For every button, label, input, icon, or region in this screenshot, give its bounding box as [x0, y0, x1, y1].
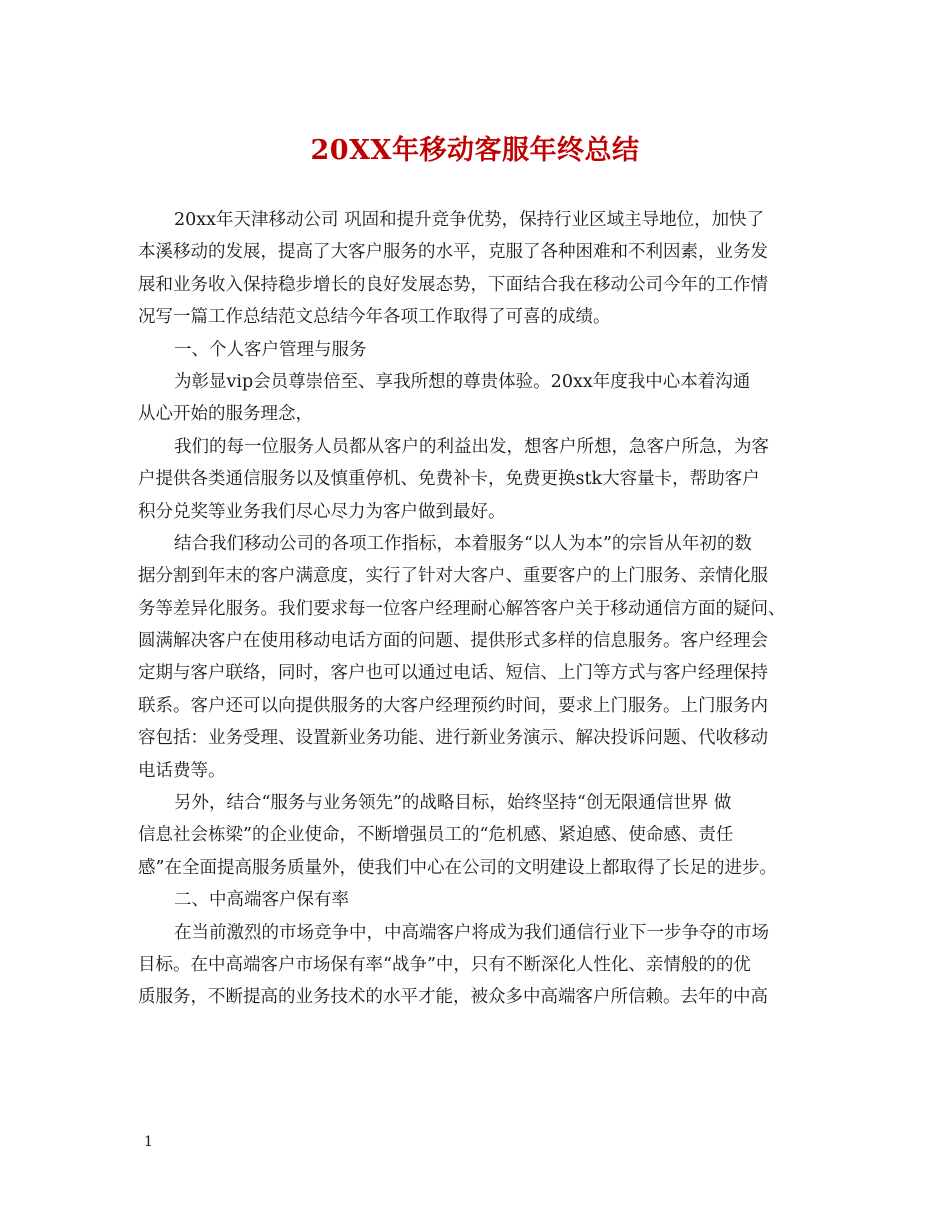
text-line: 本溪移动的发展，提高了大客户服务的水平，克服了各种困难和不利因素，业务发 [138, 242, 768, 263]
text-line: 感”在全面提高服务质量外，使我们中心在公司的文明建设上都取得了长足的进步。 [138, 857, 777, 878]
text-line: 质服务，不断提高的业务技术的水平才能，被众多中高端客户所信赖。去年的中高 [138, 987, 768, 1008]
text-line: 圆满解决客户在使用移动电话方面的问题、提供形式多样的信息服务。客户经理会 [138, 631, 768, 652]
text-line: 积分兑奖等业务我们尽心尽力为客户做到最好。 [138, 501, 506, 522]
document-body [138, 204, 818, 1014]
text-line: 务等差异化服务。我们要求每一位客户经理耐心解答客户关于移动通信方面的疑问、 [138, 598, 786, 619]
text-line: 从心开始的服务理念， [138, 404, 313, 425]
text-line: 另外，结合“服务与业务领先”的战略目标，始终坚持“创无限通信世界 做 [174, 793, 732, 814]
text-line: 一、个人客户管理与服务 [174, 339, 367, 360]
document-title: 20XX年移动客服年终总结 [310, 135, 640, 166]
text-line: 二、中高端客户保有率 [174, 890, 349, 911]
text-line: 为彰显vip会员尊崇倍至、享我所想的尊贵体验。20xx年度我中心本着沟通 [174, 371, 751, 392]
text-line: 展和业务收入保持稳步增长的良好发展态势，下面结合我在移动公司今年的工作情 [138, 274, 768, 295]
text-line: 信息社会栋梁”的企业使命，不断增强员工的“危机感、紧迫感、使命感、责任 [138, 825, 734, 846]
text-line: 据分割到年末的客户满意度，实行了针对大客户、重要客户的上门服务、亲情化服 [138, 566, 768, 587]
text-line: 容包括：业务受理、设置新业务功能、进行新业务演示、解决投诉问题、代收移动 [138, 728, 768, 749]
text-line: 电话费等。 [138, 760, 226, 781]
text-line: 况写一篇工作总结范文总结今年各项工作取得了可喜的成绩。 [138, 307, 611, 328]
text-line: 目标。在中高端客户市场保有率“战争”中，只有不断深化人性化、亲情般的的优 [138, 954, 751, 975]
text-line: 定期与客户联络，同时，客户也可以通过电话、短信、上门等方式与客户经理保持 [138, 663, 768, 684]
text-line: 20xx年天津移动公司 巩固和提升竞争优势，保持行业区域主导地位，加快了 [174, 210, 765, 230]
page-number: 1 [144, 1134, 153, 1150]
text-line: 我们的每一位服务人员都从客户的利益出发，想客户所想，急客户所急，为客 [174, 436, 769, 457]
text-line: 结合我们移动公司的各项工作指标，本着服务“以人为本”的宗旨从年初的数 [174, 533, 752, 554]
text-line: 户提供各类通信服务以及慎重停机、免费补卡，免费更换stk大容量卡，帮助客户 [138, 469, 760, 490]
text-line: 在当前激烈的市场竞争中，中高端客户将成为我们通信行业下一步争夺的市场 [174, 922, 769, 943]
text-line: 联系。客户还可以向提供服务的大客户经理预约时间，要求上门服务。上门服务内 [138, 695, 768, 716]
